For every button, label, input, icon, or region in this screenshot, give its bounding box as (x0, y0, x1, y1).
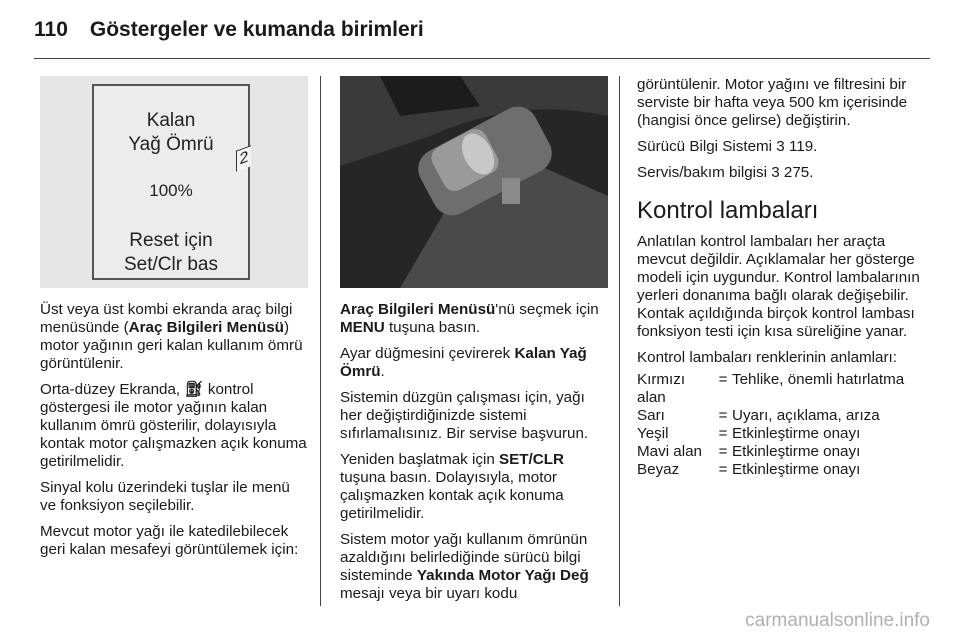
table-row: Beyaz = Etkinleştirme onayı (637, 461, 861, 478)
cross-reference: Servis/bakım bilgisi 3 275. (637, 164, 814, 181)
paragraph: Anlatılan kontrol lambaları her araçta mevcut değildir. Açıklamalar her gösterge modeli için uygundur. Kontrol lambalarının yerleri donanıma bağlı olarak değişebilir. Kontak açıldığında birçok kontrol lambası fonksiyon testi için kısa süreliğine yanar. (637, 233, 920, 340)
instrument-display (92, 84, 250, 280)
table-row: Kırmızı alan = Tehlike, önemli hatırlatma (637, 371, 905, 406)
page-header (34, 18, 424, 42)
display-percent: 100% (149, 181, 193, 200)
reference-arrow-icon: 3 (776, 138, 785, 155)
header-rule (34, 58, 930, 59)
column-2 (340, 76, 608, 611)
display-line-2: Yağ Ömrü (128, 134, 214, 155)
paragraph: Sistemin düzgün çalışması için, yağı her değiştirdiğinizde sistemi sıfırlamalısınız. Bir servise başvurun. (340, 389, 589, 442)
page-marker-icon: 2 (236, 145, 251, 171)
section-heading: Kontrol lambaları (637, 197, 819, 224)
paragraph: Sistem motor yağı kullanım ömrünün azaldığını belirlediğinde sürücü bilgi sisteminde Yakında Motor Yağı Değ mesajı veya bir uyarı kodu (340, 531, 589, 602)
column-1 (40, 76, 308, 567)
page-number: 110 (34, 18, 68, 41)
page-title: Göstergeler ve kumanda birimleri (89, 18, 424, 41)
cross-reference: Sürücü Bilgi Sistemi 3 119. (637, 138, 818, 155)
table-row: Mavi alan = Etkinleştirme onayı (637, 443, 861, 460)
display-line-1: Kalan (146, 110, 196, 131)
table-row: Yeşil = Etkinleştirme onayı (637, 425, 861, 442)
paragraph: Orta-düzey Ekranda, ⛽︎ kontrol göstergesi ile motor yağının kalan kullanım ömrü gösterilir, dolayısıyla kontak motor çalışmazken açık konuma getirilmelidir. (40, 381, 307, 470)
column-divider (619, 76, 620, 606)
paragraph: Mevcut motor yağı ile katedilebilecek geri kalan mesafeyi görüntülemek için: (40, 523, 299, 558)
color-meaning-table (637, 371, 904, 479)
reference-arrow-icon: 3 (771, 164, 780, 181)
paragraph: Araç Bilgileri Menüsü'nü seçmek için MENU tuşuna basın. (340, 301, 599, 336)
oil-life-display-illustration (40, 76, 308, 288)
display-reset-line-2: Set/Clr bas (124, 254, 218, 275)
watermark: carmanualsonline.info (745, 610, 930, 631)
oil-can-icon: ⛽︎ (184, 381, 204, 398)
turn-signal-lever-photo (340, 76, 608, 288)
table-row: Sarı = Uyarı, açıklama, arıza (637, 407, 880, 424)
column-3 (637, 76, 929, 479)
paragraph: Yeniden başlatmak için SET/CLR tuşuna basın. Dolayısıyla, motor çalışmazken kontak açık konuma getirilmelidir. (340, 451, 564, 522)
paragraph: Ayar düğmesini çevirerek Kalan Yağ Ömrü. (340, 345, 587, 380)
paragraph: Kontrol lambaları renklerinin anlamları: (637, 349, 897, 366)
column-divider (320, 76, 321, 606)
paragraph: Üst veya üst kombi ekranda araç bilgi menüsünde (Araç Bilgileri Menüsü) motor yağının geri kalan kullanım ömrü görüntülenir. (40, 301, 303, 372)
display-reset-line-1: Reset için (129, 230, 213, 251)
paragraph: Sinyal kolu üzerindeki tuşlar ile menü ve fonksiyon seçilebilir. (40, 479, 290, 514)
paragraph: görüntülenir. Motor yağını ve filtresini bir serviste bir hafta veya 500 km içerisinde (hangisi önce gelirse) değiştirin. (637, 76, 908, 129)
